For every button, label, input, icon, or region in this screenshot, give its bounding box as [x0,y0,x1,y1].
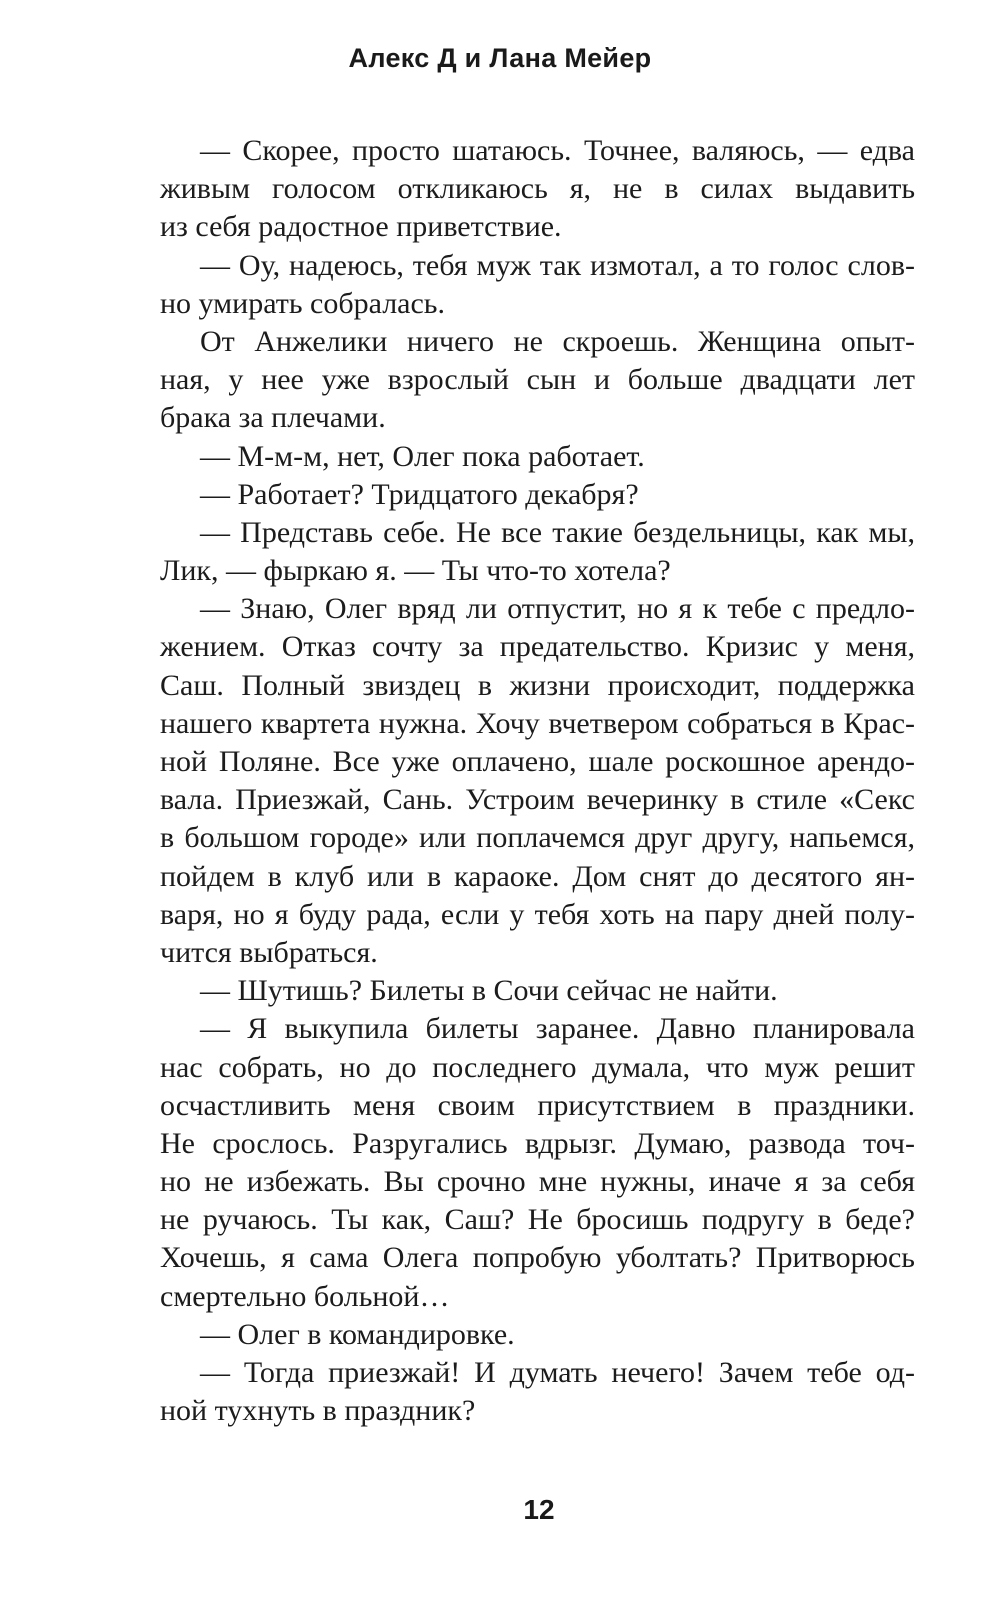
text-line: не ручаюсь. Ты как, Саш? Не бросишь подругу в беде? [160,1203,915,1237]
text-line: из себя радостное приветствие. [160,210,562,244]
body-text [160,132,915,1430]
text-line: ная, у нее уже взрослый сын и больше двадцати лет [160,363,915,397]
text-line: — Знаю, Олег вряд ли отпустит, но я к тебе с предло- [200,592,915,626]
text-line: — Шутишь? Билеты в Сочи сейчас не найти. [200,974,778,1008]
running-title: Алекс Д и Лана Мейер [348,43,652,73]
text-line: но умирать собралась. [160,286,445,320]
text-line: — Тогда приезжай! И думать нечего! Зачем тебе од- [200,1356,915,1389]
text-line: — Олег в командировке. [200,1317,515,1351]
text-line: — М-м-м, нет, Олег пока работает. [200,439,645,473]
text-line: Хочешь, я сама Олега попробую уболтать? Притворюсь [160,1241,915,1275]
text-line: — Скорее, просто шатаюсь. Точнее, валяюсь, — едва [200,134,915,167]
text-line: Саш. Полный звиздец в жизни происходит, поддержка [160,668,915,702]
text-line: — Оу, надеюсь, тебя муж так измотал, а то голос слов- [200,248,915,282]
text-line: — Представь себе. Не все такие бездельницы, как мы, [200,515,915,549]
text-line: но не избежать. Вы срочно мне нужны, иначе я за себя [160,1165,915,1199]
text-line: вала. Приезжай, Сань. Устроим вечеринку в стиле «Секс [160,783,915,817]
text-line: смертельно больной… [160,1279,450,1313]
text-line: От Анжелики ничего не скроешь. Женщина опыт- [200,324,915,358]
text-line: нашего квартета нужна. Хочу вчетвером собраться в Крас- [160,706,915,740]
text-line: — Работает? Тридцатого декабря? [200,477,639,511]
text-line: Лик, — фыркаю я. — Ты что-то хотела? [160,554,671,588]
text-line: Не срослось. Разругались вдрызг. Думаю, развода точ- [160,1126,915,1160]
text-line: ной тухнуть в праздник? [160,1394,476,1428]
text-line: варя, но я буду рада, если у тебя хоть на пару дней полу- [160,897,915,931]
text-line: осчастливить меня своим присутствием в праздники. [160,1088,915,1122]
text-line: нас собрать, но до последнего думала, что муж решит [160,1050,915,1084]
text-line: ной Поляне. Все уже оплачено, шале роскошное арендо- [160,745,915,778]
text-line: чится выбраться. [160,935,378,969]
text-line: живым голосом откликаюсь я, не в силах выдавить [160,172,915,206]
text-line: пойдем в клуб или в караоке. Дом снят до десятого ян- [160,859,915,893]
text-line: — Я выкупила билеты заранее. Давно планировала [200,1012,915,1046]
text-line: брака за плечами. [160,401,386,435]
text-line: в большом городе» или поплачемся друг другу, напьемся, [160,821,915,855]
text-line: жением. Отказ сочту за предательство. Кризис у меня, [160,630,915,664]
page-number: 12 [523,1494,555,1525]
